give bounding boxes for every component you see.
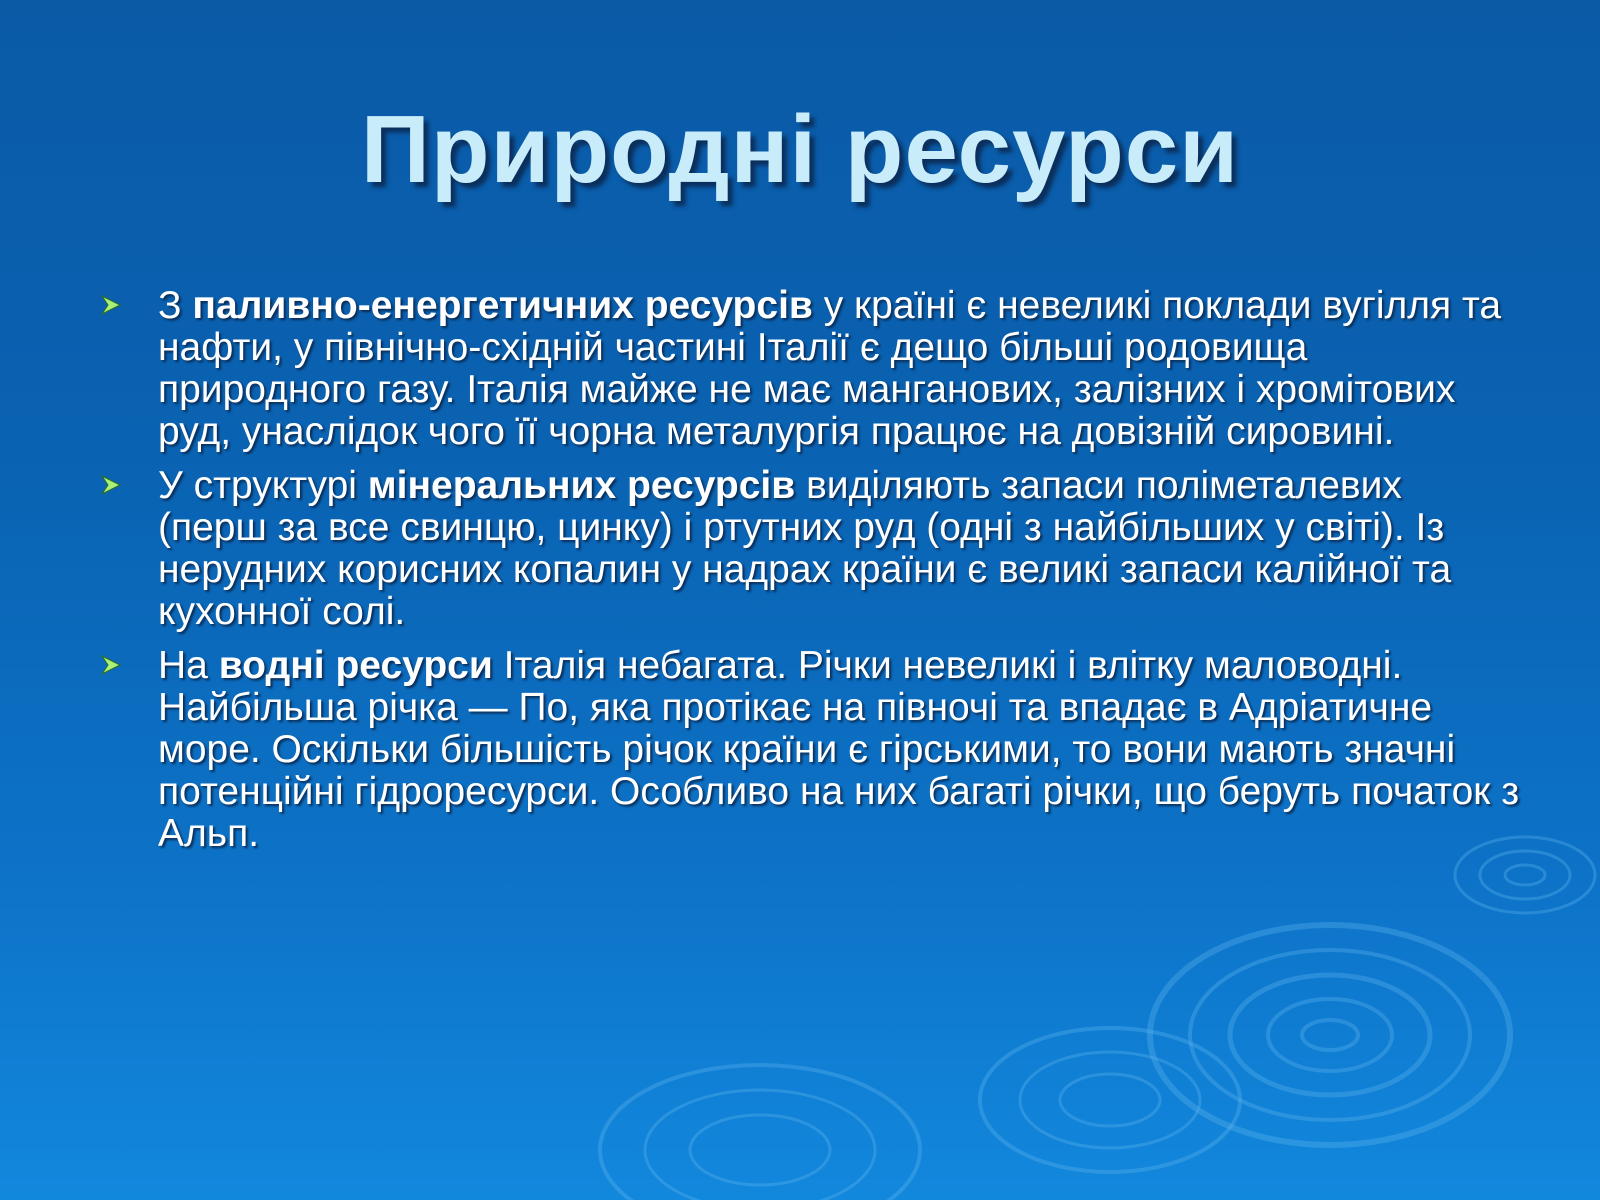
bullet-item-mineral-resources [100,465,1520,633]
bullet-text-body: виділяють запаси поліметалевих (перш за все свинцю, цинку) і ртутних руд (одні з найбільших у світі). Із нерудних корисних копалин у надрах країни є великі запаси калійної та кухонної солі. [158,464,1452,633]
bullet-text-bold: паливно-енергетичних ресурсів [192,284,813,327]
bullet-item-water-resources [100,645,1520,855]
bullet-text-prefix: У структурі [158,464,368,507]
bullet-text-body: у країні є невеликі поклади вугілля та нафти, у північно-східній частині Італії є дещо більші родовища природного газу. Італія майже не має манганових, залізних і хромітових руд, унаслідок чого її чорна металургія працює на довізній сировині. [158,284,1502,453]
bullet-text-prefix: На [158,644,219,687]
bullet-text-bold: водні ресурси [218,644,493,687]
bullet-text-body: Італія небагата. Річки невеликі і влітку маловодні. Найбільша річка — По, яка протікає на півночі та впадає в Адріатичне море. Оскільки більшість річок країни є гірськими, то вони мають значні потенційні гідроресурси. Особливо на них багаті річки, що беруть початок з Альп. [158,644,1520,855]
bullet-text-prefix: З [158,284,193,327]
bullet-list [100,285,1520,867]
arrowhead-bullet-icon [100,654,122,676]
bullet-item-fuel-resources [100,285,1520,453]
bullet-text-bold: мінеральних ресурсів [367,464,796,507]
arrowhead-bullet-icon [100,294,122,316]
slide-title: Природні ресурси [360,96,1240,203]
arrowhead-bullet-icon [100,474,122,496]
